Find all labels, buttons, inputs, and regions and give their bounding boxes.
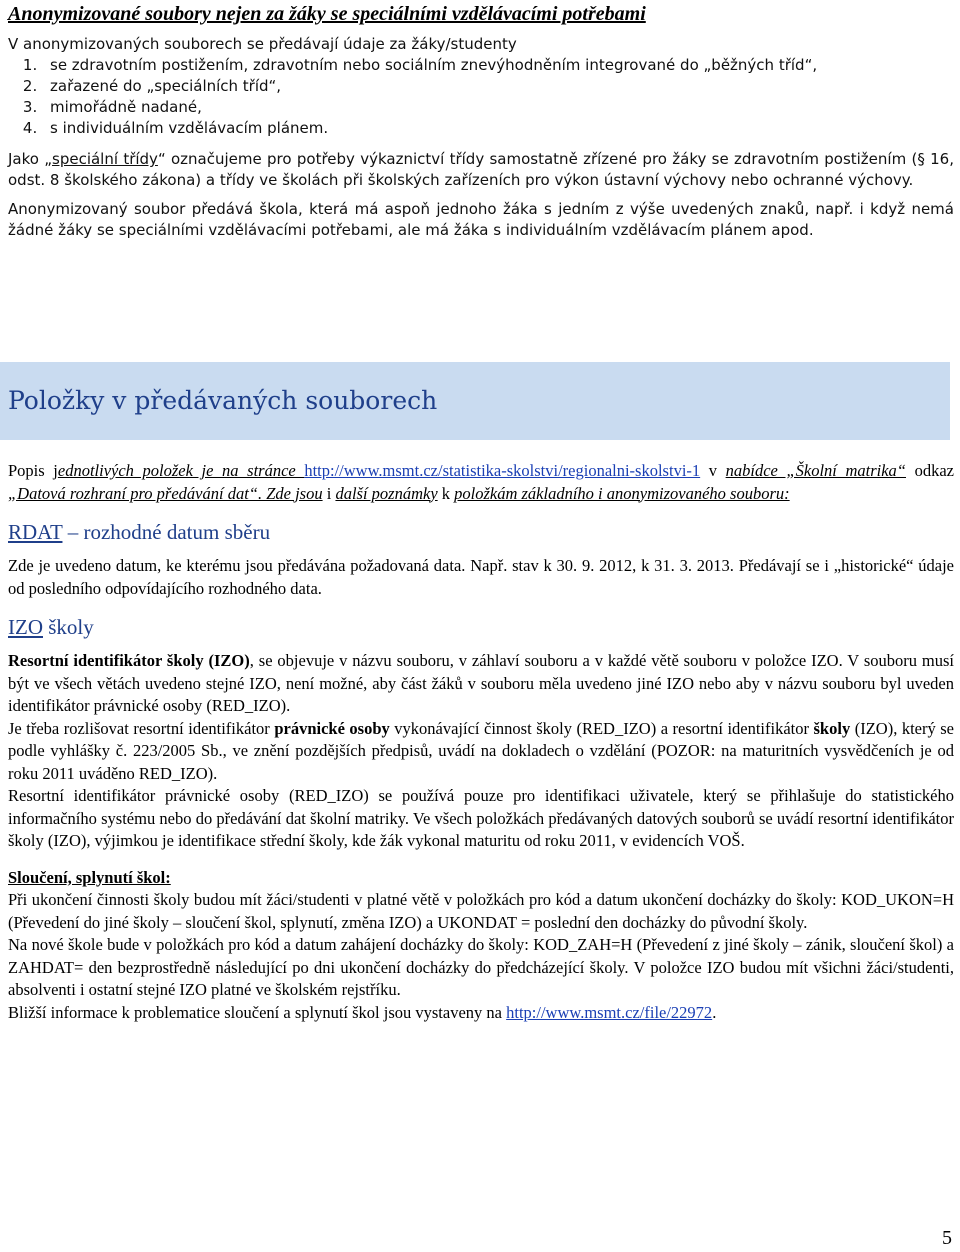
text-span: Je třeba rozlišovat resortní identifikátor bbox=[8, 718, 275, 738]
izo-paragraph-3: Resortní identifikátor právnické osoby (RED_IZO) se používá pouze pro identifikaci uživatele, který se přihlašuje do statistického informačního systému nebo do předávání dat školní matriky. Ve všech položkách předávaných datových souborů se uvádí resortní identifikátor školy (IZO), výjimkou je identifikace střední školy, kde žák vykonal maturitu od roku 2011, v evidencích VOŠ. bbox=[8, 786, 954, 850]
text-span: k bbox=[437, 483, 455, 503]
text-span: v bbox=[700, 461, 726, 480]
text-span: školy bbox=[813, 718, 851, 738]
text-span: , se objevuje v názvu souboru, v záhlaví souboru a v každé větě souboru v položce IZO. V souboru musí být ve všech větách uvedeno stejné IZO, není možné, aby část žáků v souboru měla uvedeno jiné IZO nebo aby v názvu souboru byl uveden identifikátor právnické osoby (RED_IZO). bbox=[8, 651, 954, 715]
merge-info-link[interactable]: http://www.msmt.cz/file/22972 bbox=[506, 1002, 713, 1022]
izo-heading bbox=[8, 614, 954, 640]
list-item: 1. se zdravotním postižením, zdravotním nebo sociálním znevýhodněním integrované do „běžných tříd“, bbox=[42, 55, 954, 76]
text-span: ednotlivých položek je na stránce bbox=[57, 461, 305, 480]
merge-paragraph-3 bbox=[8, 1002, 954, 1025]
izo-label: školy bbox=[43, 615, 94, 639]
izo-paragraph-2 bbox=[8, 718, 954, 786]
text-span: právnické osoby bbox=[274, 718, 390, 738]
text-span: další poznámky bbox=[335, 483, 438, 503]
items-body bbox=[8, 460, 954, 1024]
section-banner bbox=[0, 362, 950, 440]
text-span: (IZO), který se podle vyhlášky č. 223/2005 Sb., ve znění pozdějších předpisů, uvádí na dokladech o vzdělání (POZOR: na maturitních vysvědčeních je od roku 2011 uváděno RED_IZO). bbox=[8, 718, 954, 783]
rdat-heading bbox=[8, 519, 954, 545]
text-span: “ označujeme pro potřeby výkaznictví třídy samostatně zřízené pro žáky se zdravotním postižením (§ 16, odst. 8 školského zákona) a třídy ve školách při školských zařízeních pro výkon ústavní výchovy nebo ochranné výchovy. bbox=[8, 150, 954, 189]
intro-paragraph-special-classes bbox=[8, 149, 954, 191]
text-span: i bbox=[322, 483, 336, 503]
text-span: Bližší informace k problematice sloučení a splynutí škol jsou vystaveny na bbox=[8, 1002, 507, 1022]
merge-heading: Sloučení, splynutí škol: bbox=[8, 867, 171, 887]
list-item: 4. s individuálním vzdělávacím plánem. bbox=[42, 118, 954, 139]
statistics-link[interactable]: http://www.msmt.cz/statistika-skolstvi/regionalni-skolstvi-1 bbox=[304, 461, 701, 480]
text-span: Popis j bbox=[8, 461, 58, 480]
text-span: vykonávající činnost školy (RED_IZO) a resortní identifikátor bbox=[389, 718, 814, 738]
text-span: Jako „ bbox=[8, 150, 53, 168]
rdat-text: Zde je uvedeno datum, ke kterému jsou předávána požadovaná data. Např. stav k 30. 9. 2012, k 31. 3. 2013. Předávají se i „historické“ údaje od posledního odpovídajícího rozhodného data. bbox=[8, 556, 954, 598]
text-span: Resortní identifikátor školy (IZO) bbox=[8, 651, 250, 670]
intro-lead: V anonymizovaných souborech se předávají údaje za žáky/studenty bbox=[8, 35, 517, 53]
banner-title: Položky v předávaných souborech bbox=[8, 386, 438, 415]
merge-paragraph-1: Při ukončení činnosti školy budou mít žáci/studenti v platné větě v položkách pro kód a datum ukončení docházky do školy: KOD_UKON=H (Převedení do jiné školy – sloučení škol, splynutí, změna IZO) a UKONDAT = poslední den docházky do původní školy. bbox=[8, 890, 954, 932]
document-page bbox=[8, 0, 954, 241]
text-span: . bbox=[712, 1002, 717, 1022]
intro-paragraph-anonymized: Anonymizovaný soubor předává škola, která má aspoň jednoho žáka s jedním z výše uvedených znaků, např. i když nemá žádné žáky se speciálními vzdělávacími potřebami, ale má žáka s individuálním vzdělávacím plánem apod. bbox=[8, 200, 954, 239]
text-span: nabídce „Školní matrika“ bbox=[725, 461, 906, 480]
special-classes-link[interactable]: speciální třídy bbox=[52, 150, 158, 168]
izo-paragraph-1 bbox=[8, 650, 954, 718]
rdat-code: RDAT bbox=[8, 520, 63, 544]
page-heading: Anonymizované soubory nejen za žáky se speciálními vzdělávacími potřebami bbox=[8, 3, 646, 25]
izo-code: IZO bbox=[8, 615, 43, 639]
rdat-label: – rozhodné datum sběru bbox=[62, 520, 271, 544]
list-item: 3. mimořádně nadané, bbox=[42, 97, 954, 118]
intro-section bbox=[8, 34, 954, 241]
page-number: 5 bbox=[942, 1227, 952, 1249]
merge-paragraph-2: Na nové škole bude v položkách pro kód a datum zahájení docházky do školy: KOD_ZAH=H (Převedení z jiné školy – zánik, sloučení škol) a ZAHDAT= den bezprostředně následující po dni ukončení docházky do předcházející školy. V položce IZO budou mít všichni žáci/studenti, absolventi i ostatní stejné IZO platné ve školském rejstříku. bbox=[8, 935, 954, 999]
text-span: „Datová rozhraní pro předávání dat“. Zde jsou bbox=[8, 483, 323, 503]
list-item: 2. zařazené do „speciálních tříd“, bbox=[42, 76, 954, 97]
text-span: odkaz bbox=[906, 461, 955, 480]
description-paragraph bbox=[8, 460, 954, 505]
intro-list bbox=[8, 55, 954, 139]
text-span: položkám základního i anonymizovaného souboru: bbox=[454, 483, 790, 503]
